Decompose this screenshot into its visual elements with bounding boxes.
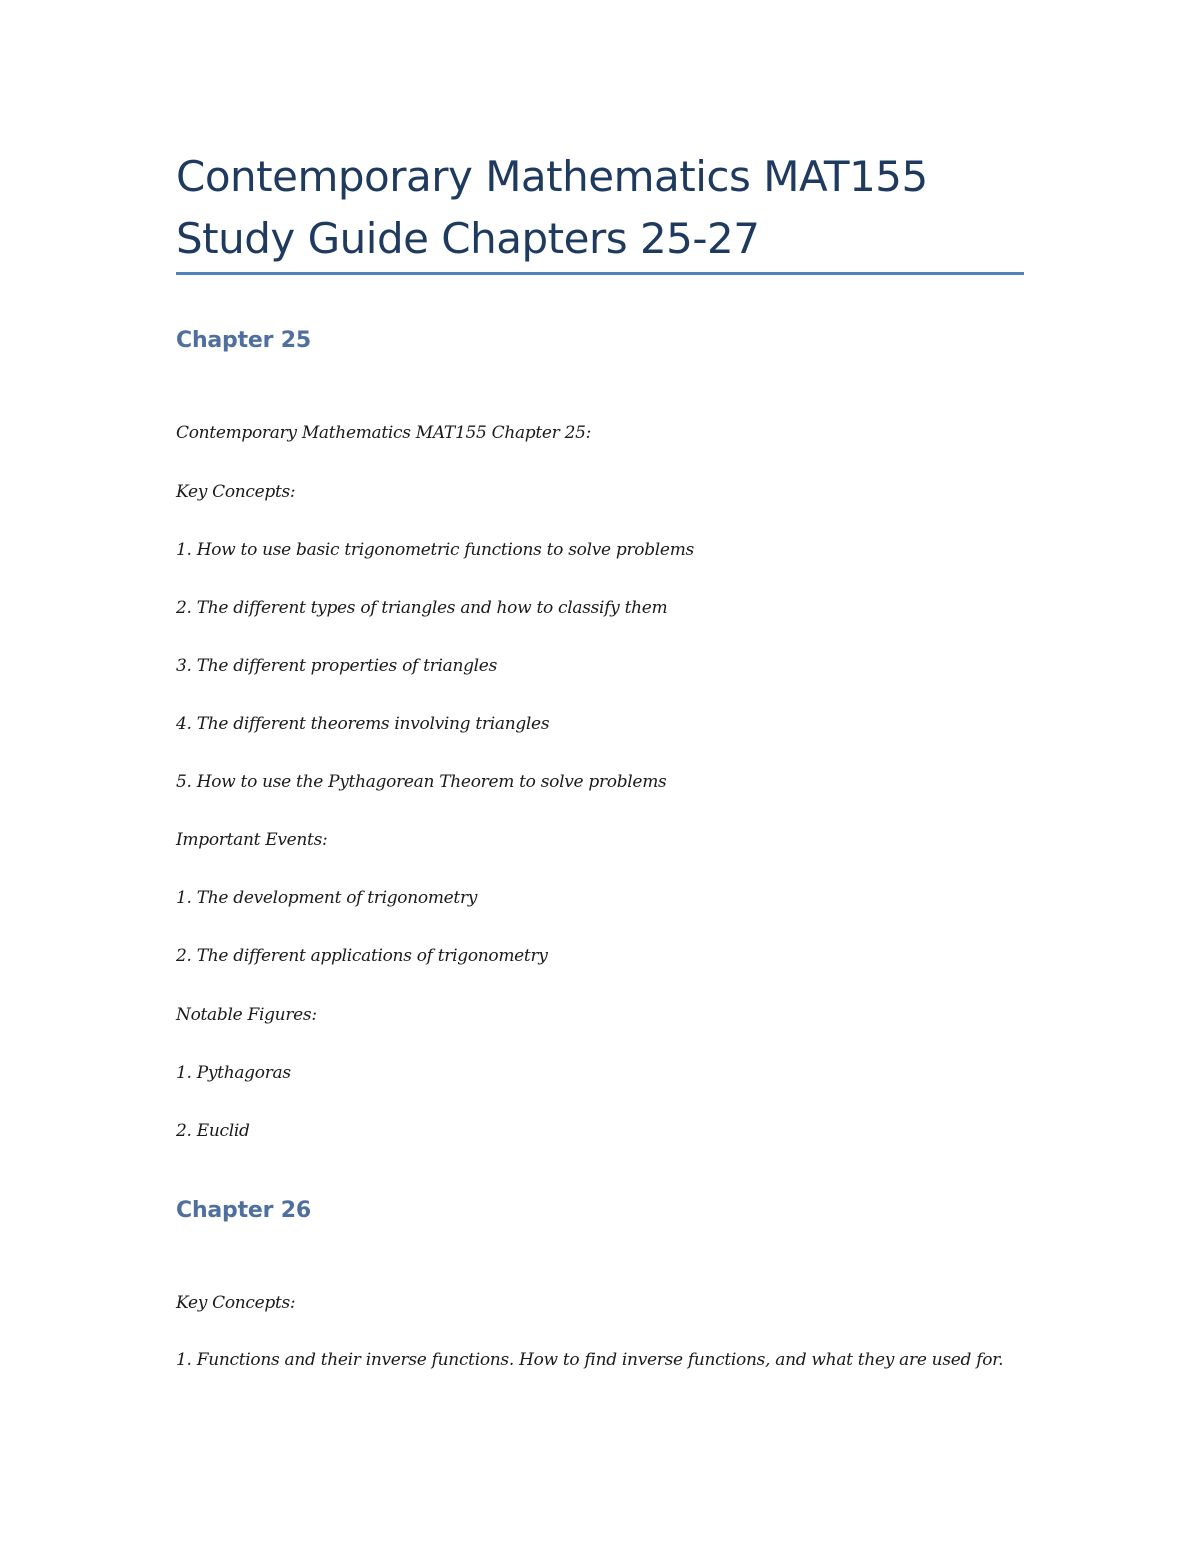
chapter-25-heading: Chapter 25 xyxy=(176,328,311,353)
chapter-26-key-concepts-label: Key Concepts: xyxy=(176,1293,296,1313)
chapter-25-key-concept-1: 1. How to use basic trigonometric functions to solve problems xyxy=(176,540,694,560)
chapter-25-event-1: 1. The development of trigonometry xyxy=(176,888,478,908)
chapter-25-intro: Contemporary Mathematics MAT155 Chapter 25: xyxy=(176,423,592,443)
chapter-25-figures-label: Notable Figures: xyxy=(176,1005,317,1025)
chapter-25-events-label: Important Events: xyxy=(176,830,328,850)
chapter-25-key-concept-2: 2. The different types of triangles and how to classify them xyxy=(176,598,668,618)
chapter-25-figure-1: 1. Pythagoras xyxy=(176,1063,291,1083)
chapter-26-key-concept-1: 1. Functions and their inverse functions. How to find inverse functions, and what they are used for. xyxy=(176,1350,1004,1370)
document-title-line-1: Contemporary Mathematics MAT155 xyxy=(176,152,928,201)
chapter-25-key-concept-5: 5. How to use the Pythagorean Theorem to solve problems xyxy=(176,772,667,792)
chapter-25-key-concepts-label: Key Concepts: xyxy=(176,482,296,502)
chapter-25-figure-2: 2. Euclid xyxy=(176,1121,250,1141)
chapter-25-event-2: 2. The different applications of trigonometry xyxy=(176,946,548,966)
chapter-25-key-concept-3: 3. The different properties of triangles xyxy=(176,656,497,676)
chapter-25-key-concept-4: 4. The different theorems involving triangles xyxy=(176,714,550,734)
chapter-26-heading: Chapter 26 xyxy=(176,1198,311,1223)
title-underline-rule xyxy=(176,272,1024,275)
document-title-line-2: Study Guide Chapters 25-27 xyxy=(176,214,760,263)
